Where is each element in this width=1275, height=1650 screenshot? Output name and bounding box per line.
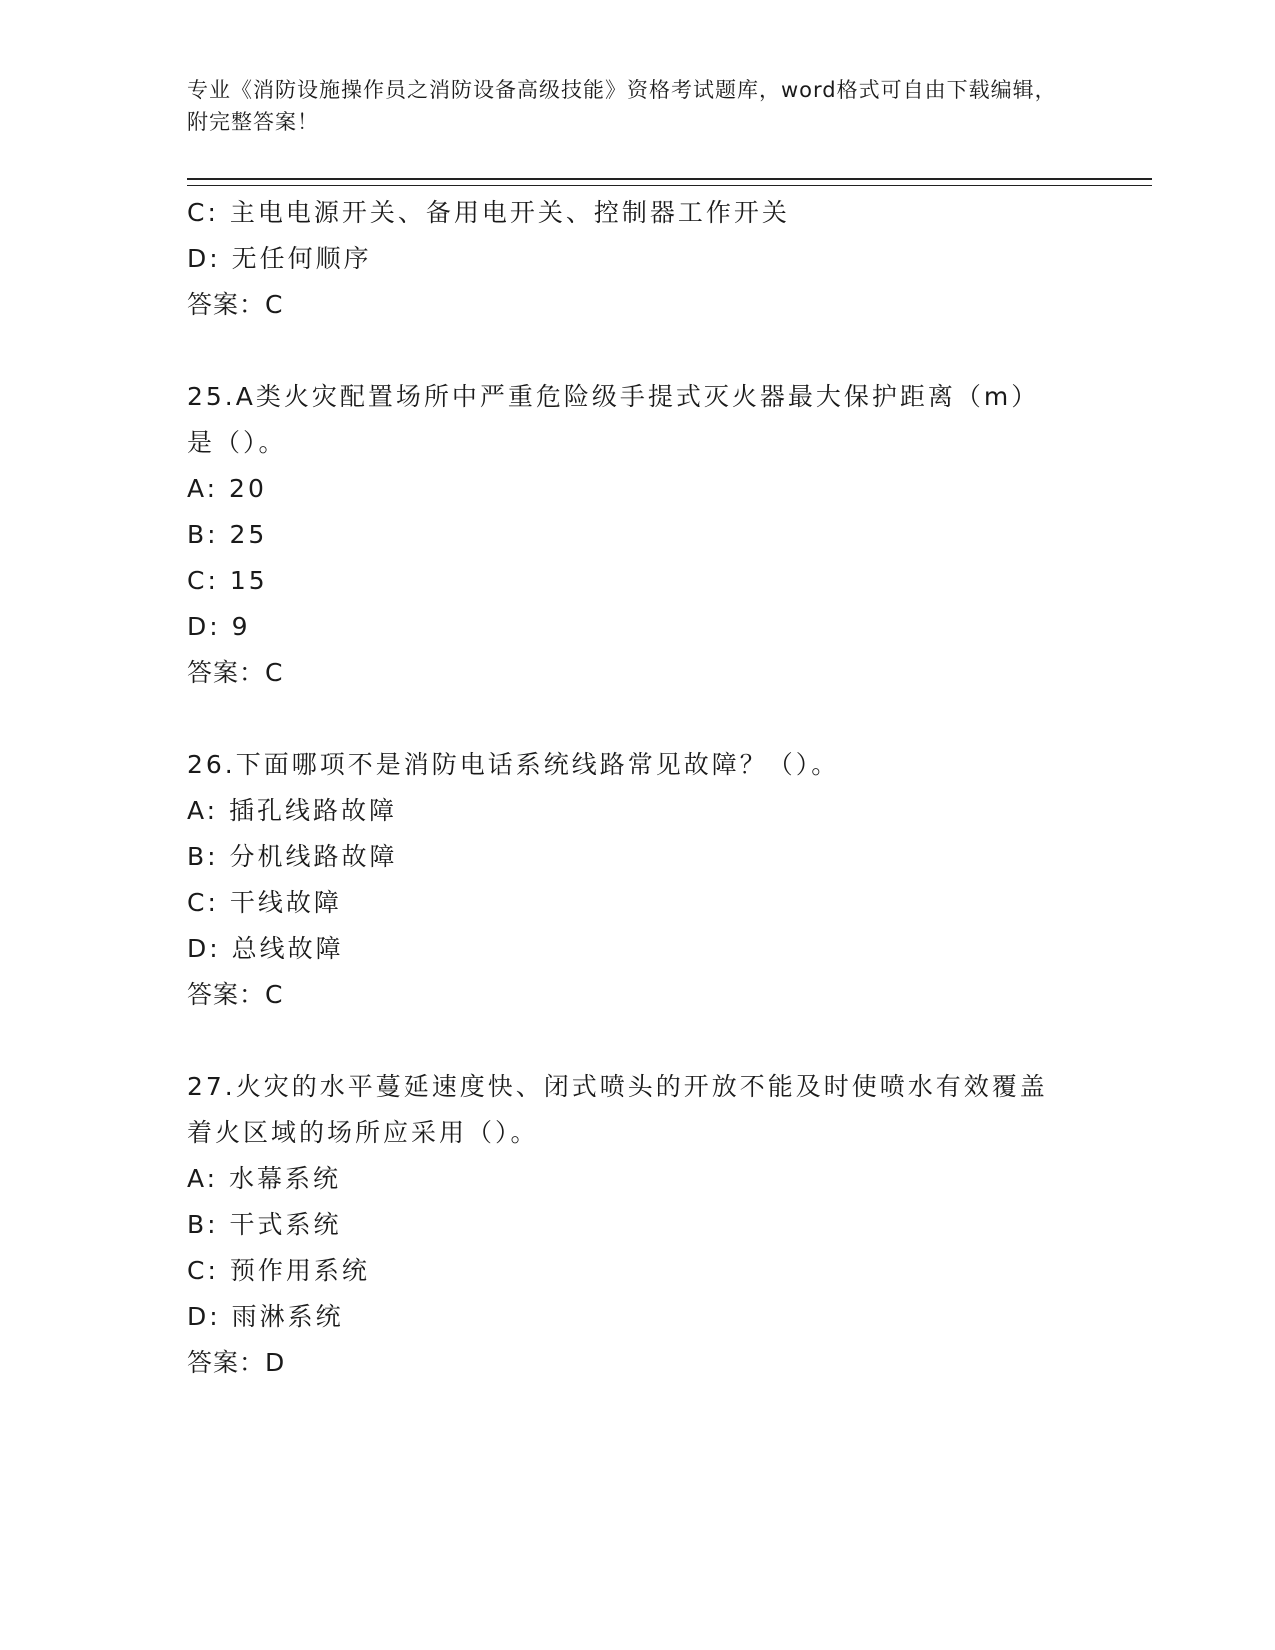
spacer xyxy=(187,696,1087,742)
document-header: 专业《消防设施操作员之消防设备高级技能》资格考试题库，word格式可自由下载编辑，附完整答案！ xyxy=(187,78,1057,134)
option-b: B: 分机线路故障 xyxy=(187,842,398,871)
option-a: A: 水幕系统 xyxy=(187,1164,342,1193)
question-27 xyxy=(187,1064,1087,1386)
answer-line: 答案：D xyxy=(187,1348,286,1377)
option-a: A: 20 xyxy=(187,474,267,503)
option-c: C: 预作用系统 xyxy=(187,1256,370,1285)
option-d: D: 9 xyxy=(187,612,251,641)
answer-line: 答案：C xyxy=(187,658,284,687)
question-stem: 27.火灾的水平蔓延速度快、闭式喷头的开放不能及时使喷水有效覆盖着火区域的场所应采用（）。 xyxy=(187,1072,1048,1147)
option-b: B: 干式系统 xyxy=(187,1210,342,1239)
question-stem: 26.下面哪项不是消防电话系统线路常见故障？（）。 xyxy=(187,750,840,779)
partial-question xyxy=(187,190,1087,328)
option-c: C: 15 xyxy=(187,566,268,595)
option-a: A: 插孔线路故障 xyxy=(187,796,398,825)
header-divider xyxy=(187,178,1152,186)
option-b: B: 25 xyxy=(187,520,268,549)
question-25 xyxy=(187,374,1087,696)
option-d: D: 雨淋系统 xyxy=(187,1302,344,1331)
question-26 xyxy=(187,742,1087,1018)
option-c: C: 主电电源开关、备用电开关、控制器工作开关 xyxy=(187,198,790,227)
answer-line: 答案：C xyxy=(187,980,284,1009)
answer-line: 答案：C xyxy=(187,290,284,319)
spacer xyxy=(187,1018,1087,1064)
option-d: D: 总线故障 xyxy=(187,934,344,963)
question-stem: 25.A类火灾配置场所中严重危险级手提式灭火器最大保护距离（m）是（）。 xyxy=(187,382,1040,457)
option-d: D: 无任何顺序 xyxy=(187,244,372,273)
option-c: C: 干线故障 xyxy=(187,888,342,917)
question-list xyxy=(187,190,1087,1386)
spacer xyxy=(187,328,1087,374)
